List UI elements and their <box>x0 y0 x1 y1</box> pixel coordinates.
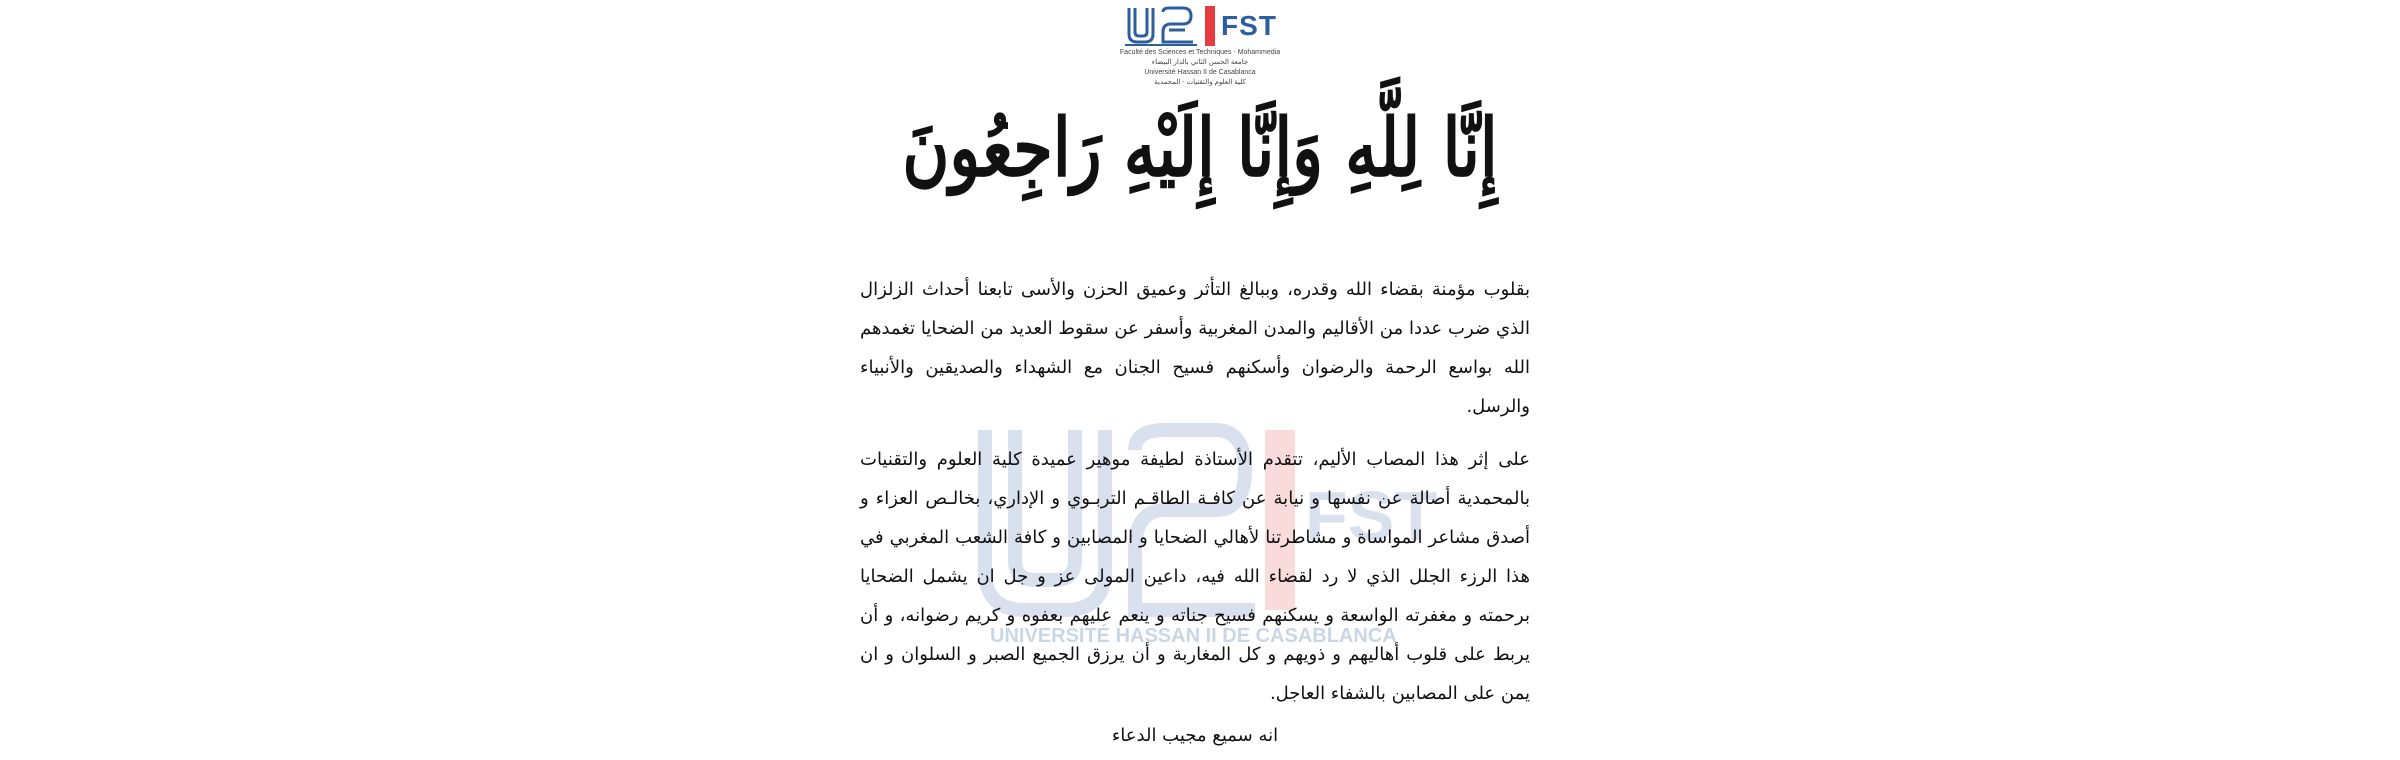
paragraph-intro: بقلوب مؤمنة بقضاء الله وقدره، وببالغ التأثر وعميق الحزن والأسى تابعنا أحداث الزلزال الذي ضرب عددا من الأقاليم والمدن المغربية وأسفر عن سقوط العديد من الضحايا تغمدهم الله بواسع الرحمة والرضوان وأسكنهم فسيح الجنان مع الشهداء والصديقين والأنبياء والرسل. <box>860 279 1530 417</box>
logo-line-university-ar: جامعة الحسن الثاني بالدار البيضاء <box>1151 59 1249 66</box>
logo-abbrev: FST <box>1221 10 1277 41</box>
quran-verse-calligraphy: إِنَّا لِلَّهِ وَإِنَّا إِلَيْهِ رَاجِعُونَ <box>902 101 1498 195</box>
uh2c-logo-icon <box>1123 4 1199 48</box>
logo-red-bar <box>1205 6 1215 46</box>
logo-line-university-fr: Université Hassan II de Casablanca <box>1144 69 1256 76</box>
paragraph-condolences: على إثر هذا المصاب الأليم، تتقدم الأستاذة لطيفة موهير عميدة كلية العلوم والتقنيات بالمحمدية أصالة عن نفسها و نيابة عن كافـة الطاقـم التربـوي و الإداري، بخالـص العزاء و أصدق مشاعر المواساة و مشاطرتنا لأهالي الضحايا و المصابين و كافة الشعب المغربي في هذا الرزء الجلل الذي لا رد لقضاء الله فيه، داعين المولى عز و جل ان يشمل الضحايا برحمته و مغفرته الواسعة و يسكنهم فسيح جناته و ينعم عليهم بعفوه و كريم رضوانه، و أن يربط على قلوب أهاليهم و ذويهم و كل المغاربة و أن يرزق الجميع الصبر و السلوان و ان يمن على المصابين بالشفاء العاجل. <box>860 449 1530 704</box>
watermark-university: UNIVERSITÉ HASSAN II DE CASABLANCA <box>990 625 1397 647</box>
logo-row <box>1110 4 1290 48</box>
watermark-abbrev: FST <box>1305 477 1438 555</box>
closing-prayer: انه سميع مجيب الدعاء <box>1111 725 1279 746</box>
logo-line-faculty-ar: كلية العلوم والتقنيات - المحمدية <box>1154 79 1246 86</box>
logo-line-faculty: Faculté des Sciences et Techniques - Mohammedia <box>1119 49 1281 56</box>
condolence-message <box>860 270 1530 727</box>
